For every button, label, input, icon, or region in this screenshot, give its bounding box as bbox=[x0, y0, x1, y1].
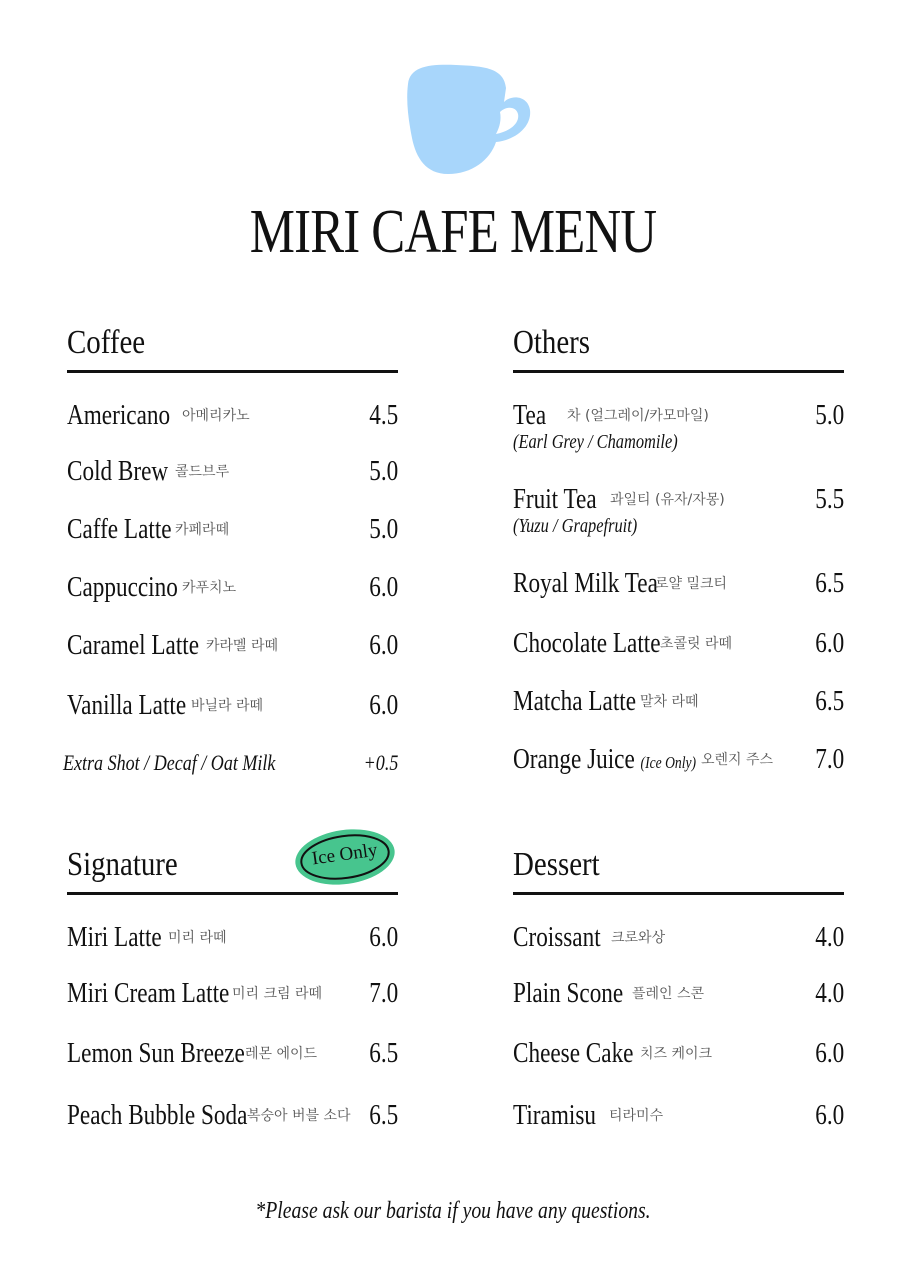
item-korean: 과일티 (유자/자몽) bbox=[610, 492, 725, 508]
item-name: Americano bbox=[67, 399, 171, 431]
dessert-section bbox=[513, 844, 844, 1131]
item-price: 7.0 bbox=[815, 743, 844, 775]
item-subtitle: (Yuzu / Grapefruit) bbox=[513, 515, 638, 537]
item-name: Cheese Cake bbox=[513, 1037, 634, 1069]
item-korean: 로얄 밀크티 bbox=[655, 576, 728, 592]
others-header bbox=[513, 322, 844, 373]
item-price: 4.5 bbox=[369, 399, 398, 431]
item-name: Royal Milk Tea bbox=[513, 567, 658, 599]
item-price: 5.0 bbox=[369, 513, 398, 545]
signature-section bbox=[67, 839, 398, 1131]
item-korean: 초콜릿 라떼 bbox=[660, 636, 733, 652]
item-korean: 티라미수 bbox=[609, 1108, 664, 1124]
section-title: Signature bbox=[67, 846, 178, 883]
menu-title: MIRI CAFE MENU bbox=[249, 198, 657, 266]
item-korean: 카라멜 라떼 bbox=[206, 638, 279, 654]
coffee-section bbox=[63, 322, 398, 775]
item-name: Chocolate Latte bbox=[513, 627, 661, 659]
item-korean: 바닐라 라떼 bbox=[191, 698, 264, 714]
item-price: 6.0 bbox=[369, 629, 398, 661]
section-title: Others bbox=[513, 324, 591, 361]
extras-price: +0.5 bbox=[363, 750, 398, 775]
extras-label: Extra Shot / Decaf / Oat Milk bbox=[63, 750, 276, 775]
footer-note: *Please ask our barista if you have any questions. bbox=[255, 1198, 651, 1224]
section-title: Coffee bbox=[67, 324, 146, 361]
item-price: 4.0 bbox=[815, 921, 844, 953]
item-price: 5.0 bbox=[369, 455, 398, 487]
item-price: 6.0 bbox=[815, 1037, 844, 1069]
item-korean: 미리 라떼 bbox=[168, 930, 227, 946]
item-price: 6.0 bbox=[815, 627, 844, 659]
item-price: 7.0 bbox=[369, 977, 398, 1009]
item-name: Caramel Latte bbox=[67, 629, 200, 661]
item-korean: 오렌지 주스 bbox=[701, 752, 774, 768]
item-price: 6.5 bbox=[815, 567, 844, 599]
item-korean: 카푸치노 bbox=[182, 580, 237, 596]
item-subtitle: (Earl Grey / Chamomile) bbox=[513, 431, 678, 453]
item-price: 6.0 bbox=[369, 921, 398, 953]
item-price: 5.5 bbox=[815, 483, 844, 515]
item-korean: 아메리카노 bbox=[182, 408, 250, 424]
item-price: 6.5 bbox=[369, 1099, 398, 1131]
item-korean: 미리 크림 라떼 bbox=[232, 986, 323, 1002]
coffee-cup-icon bbox=[400, 62, 536, 180]
item-price: 5.0 bbox=[815, 399, 844, 431]
item-price: 6.0 bbox=[369, 689, 398, 721]
item-korean: 플레인 스콘 bbox=[632, 986, 705, 1002]
item-korean: 치즈 케이크 bbox=[640, 1046, 713, 1062]
item-korean: 콜드브루 bbox=[175, 464, 230, 480]
item-name: Miri Latte bbox=[67, 921, 162, 953]
item-name: Vanilla Latte bbox=[67, 689, 187, 721]
item-price: 4.0 bbox=[815, 977, 844, 1009]
badge-label: Ice Only bbox=[310, 839, 379, 870]
item-name: Plain Scone bbox=[513, 977, 624, 1009]
item-korean: 레몬 에이드 bbox=[245, 1046, 318, 1062]
item-price: 6.5 bbox=[815, 685, 844, 717]
item-name: Croissant bbox=[513, 921, 601, 953]
item-name: Matcha Latte bbox=[513, 685, 637, 717]
item-name: Caffe Latte bbox=[67, 513, 172, 545]
item-price: 6.5 bbox=[369, 1037, 398, 1069]
item-korean: 말차 라떼 bbox=[640, 694, 699, 710]
item-korean: 차 (얼그레이/카모마일) bbox=[567, 408, 709, 424]
item-name: Peach Bubble Soda bbox=[67, 1099, 248, 1131]
item-name: Fruit Tea bbox=[513, 483, 597, 515]
others-section bbox=[513, 322, 844, 775]
section-title: Dessert bbox=[513, 846, 600, 883]
item-name: Miri Cream Latte bbox=[67, 977, 230, 1009]
item-name-text: Orange Juice bbox=[513, 743, 635, 775]
item-price: 6.0 bbox=[369, 571, 398, 603]
item-name: Cold Brew bbox=[67, 455, 169, 487]
item-name bbox=[513, 742, 696, 780]
dessert-header bbox=[513, 844, 844, 895]
item-korean: 크로와상 bbox=[611, 930, 666, 946]
item-korean: 카페라떼 bbox=[175, 522, 230, 538]
item-name: Tiramisu bbox=[513, 1099, 596, 1131]
coffee-header bbox=[67, 322, 398, 373]
item-price: 6.0 bbox=[815, 1099, 844, 1131]
item-name: Lemon Sun Breeze bbox=[67, 1037, 245, 1069]
signature-header bbox=[67, 839, 398, 895]
ice-only-badge bbox=[289, 821, 400, 893]
item-name: Tea bbox=[513, 399, 547, 431]
item-note: (Ice Only) bbox=[640, 753, 697, 772]
item-korean: 복숭아 버블 소다 bbox=[247, 1108, 351, 1124]
item-name: Cappuccino bbox=[67, 571, 178, 603]
